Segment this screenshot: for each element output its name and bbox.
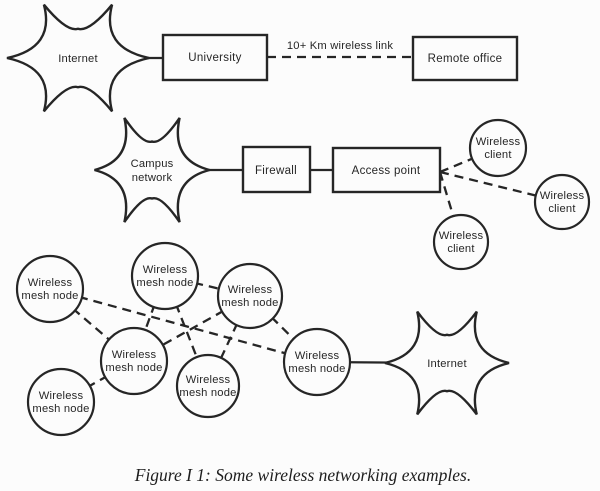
remote-office-label: Remote office — [427, 53, 503, 65]
mesh-node-a-label-line2: mesh node — [21, 290, 79, 302]
mesh-node-g-label-line2: mesh node — [288, 363, 346, 375]
mesh-node-a-label-line1: Wireless — [27, 277, 73, 289]
wireless-client-2-label-line2: client — [548, 203, 576, 215]
mesh-node-b-label-line1: Wireless — [142, 264, 188, 276]
campus-network-cloud — [95, 118, 210, 222]
mesh-node-f-label-line1: Wireless — [185, 374, 231, 386]
mesh-node-circle-f — [177, 355, 239, 417]
mesh-node-circle-c — [218, 264, 282, 328]
mesh-node-d-label-line1: Wireless — [111, 349, 157, 361]
wireless-client-circle-1 — [470, 120, 526, 176]
wireless-client-1-label-line1: Wireless — [475, 136, 521, 148]
mesh-node-f-label-line2: mesh node — [179, 387, 237, 399]
mesh-node-b-label-line2: mesh node — [136, 277, 194, 289]
campus-network-label-line1: Campus — [130, 158, 174, 170]
internet-top-label: Internet — [58, 53, 98, 65]
figure-caption: Figure I 1: Some wireless networking examples. — [134, 465, 472, 485]
wireless-link-label: 10+ Km wireless link — [286, 40, 394, 52]
access-point-label: Access point — [351, 165, 421, 177]
mesh-node-circle-a — [17, 256, 83, 322]
wireless-client-circle-3 — [434, 215, 488, 269]
mesh-node-e-label-line2: mesh node — [32, 403, 90, 415]
mesh-node-circle-b — [132, 243, 198, 309]
wireless-client-3-label-line1: Wireless — [438, 230, 484, 242]
mesh-node-c-label-line1: Wireless — [227, 284, 273, 296]
internet-bottom-label: Internet — [427, 358, 467, 370]
mesh-node-d-label-line2: mesh node — [105, 362, 163, 374]
firewall-label: Firewall — [254, 165, 298, 177]
mesh-node-circle-g — [284, 329, 350, 395]
wireless-client-3-label-line2: client — [447, 243, 475, 255]
wireless-client-circle-2 — [535, 175, 589, 229]
university-label: University — [188, 52, 242, 64]
wireless-client-2-label-line1: Wireless — [539, 190, 585, 202]
mesh-node-circle-e — [28, 369, 94, 435]
mesh-node-e-label-line1: Wireless — [38, 390, 84, 402]
mesh-node-c-label-line2: mesh node — [221, 297, 279, 309]
campus-network-label-line2: network — [131, 172, 173, 184]
mesh-node-circle-d — [101, 328, 167, 394]
wireless-client-1-label-line2: client — [484, 149, 512, 161]
mesh-node-g-label-line1: Wireless — [294, 350, 340, 362]
